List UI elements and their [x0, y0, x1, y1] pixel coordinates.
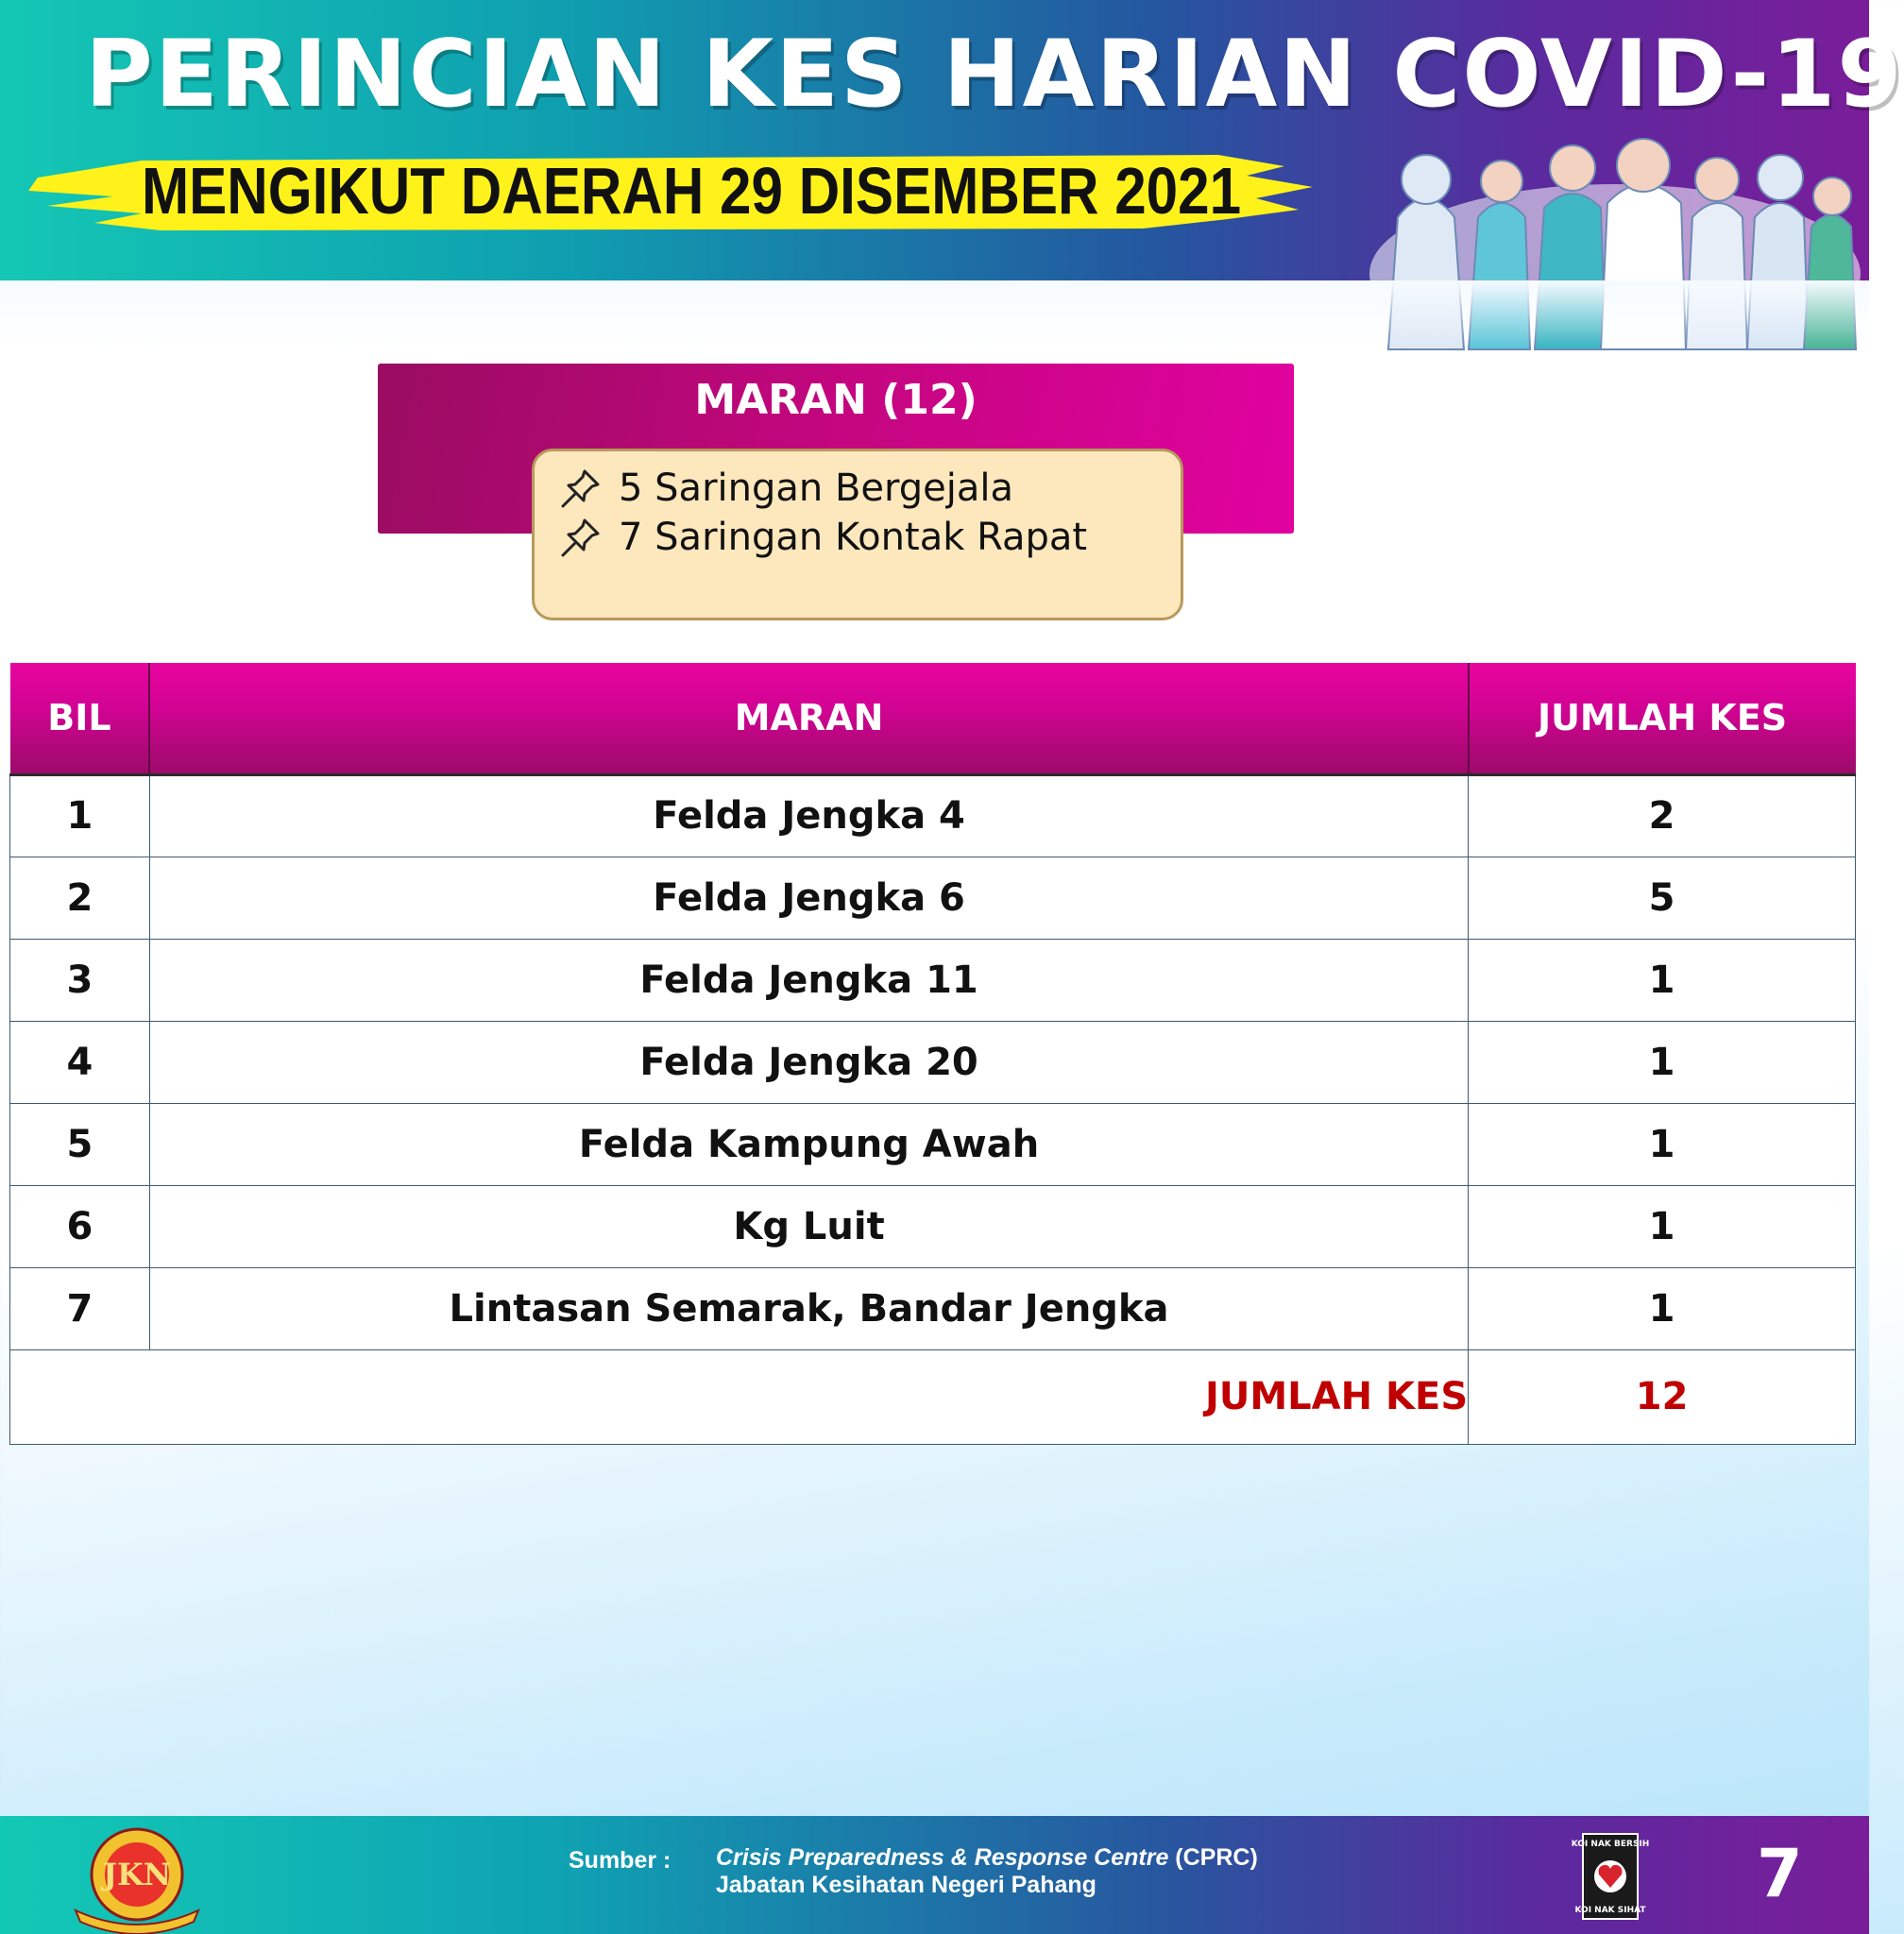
table-row: [10, 1103, 1856, 1185]
summary-item-text: 5 Saringan Bergejala: [619, 467, 1013, 510]
header-location: MARAN: [149, 663, 1468, 774]
cell-location: Felda Jengka 6: [149, 857, 1468, 939]
header-glow: [0, 280, 1869, 347]
cell-cases: 1: [1469, 939, 1856, 1021]
pushpin-icon: [558, 515, 604, 560]
koi-logo-top-text: KOI NAK BERSIH: [1571, 1840, 1650, 1849]
header-banner: [0, 0, 1904, 280]
source-text: [716, 1844, 1258, 1899]
cases-table-wrapper: [9, 663, 1856, 1445]
source-dept: Jabatan Kesihatan Negeri Pahang: [716, 1872, 1096, 1898]
jkn-logo: [57, 1825, 217, 1929]
header-bil: BIL: [10, 663, 150, 774]
cell-location: Felda Jengka 20: [149, 1021, 1468, 1103]
summary-item: [558, 514, 1087, 561]
page-subtitle: MENGIKUT DAERAH 29 DISEMBER 2021: [142, 154, 1242, 228]
cell-cases: 1: [1469, 1267, 1856, 1349]
table-row: [10, 1185, 1856, 1267]
total-row: [10, 1349, 1856, 1444]
source-org-abbr: (CPRC): [1168, 1844, 1258, 1871]
cases-table: [9, 663, 1856, 1445]
total-label: JUMLAH KES: [10, 1349, 1469, 1444]
summary-item: [558, 465, 1013, 512]
cell-cases: 1: [1469, 1185, 1856, 1267]
footer-bar: [0, 1816, 1869, 1934]
source-label: Sumber :: [569, 1847, 672, 1874]
cell-cases: 5: [1469, 857, 1856, 939]
summary-box: [532, 449, 1183, 620]
cell-bil: 4: [10, 1021, 150, 1103]
source-org: Crisis Preparedness & Response Centre: [716, 1844, 1169, 1871]
cell-bil: 7: [10, 1267, 150, 1349]
cell-location: Lintasan Semarak, Bandar Jengka: [149, 1267, 1468, 1349]
cell-bil: 6: [10, 1185, 150, 1267]
header-cases: JUMLAH KES: [1469, 663, 1856, 774]
cell-bil: 5: [10, 1103, 150, 1185]
table-header-row: [10, 663, 1856, 774]
cell-cases: 1: [1469, 1103, 1856, 1185]
cell-bil: 1: [10, 774, 150, 857]
page-title: PERINCIAN KES HARIAN COVID-19: [85, 21, 1904, 128]
table-row: [10, 774, 1856, 857]
cell-cases: 1: [1469, 1021, 1856, 1103]
table-row: [10, 857, 1856, 939]
cell-bil: 2: [10, 857, 150, 939]
cell-location: Kg Luit: [149, 1185, 1468, 1267]
page-number: 7: [1757, 1835, 1803, 1912]
koi-nak-sihat-logo: [1571, 1833, 1650, 1920]
summary-title: MARAN (12): [694, 376, 978, 424]
table-row: [10, 1267, 1856, 1349]
cell-bil: 3: [10, 939, 150, 1021]
summary-item-text: 7 Saringan Kontak Rapat: [619, 516, 1088, 559]
table-row: [10, 939, 1856, 1021]
koi-logo-bottom-text: KOI NAK SIHAT: [1574, 1906, 1646, 1915]
cell-location: Felda Kampung Awah: [149, 1103, 1468, 1185]
cell-cases: 2: [1469, 774, 1856, 857]
table-row: [10, 1021, 1856, 1103]
pushpin-icon: [558, 466, 604, 511]
cell-location: Felda Jengka 4: [149, 774, 1468, 857]
cell-location: Felda Jengka 11: [149, 939, 1468, 1021]
jkn-logo-text: JKN: [102, 1857, 172, 1892]
total-value: 12: [1469, 1349, 1856, 1444]
